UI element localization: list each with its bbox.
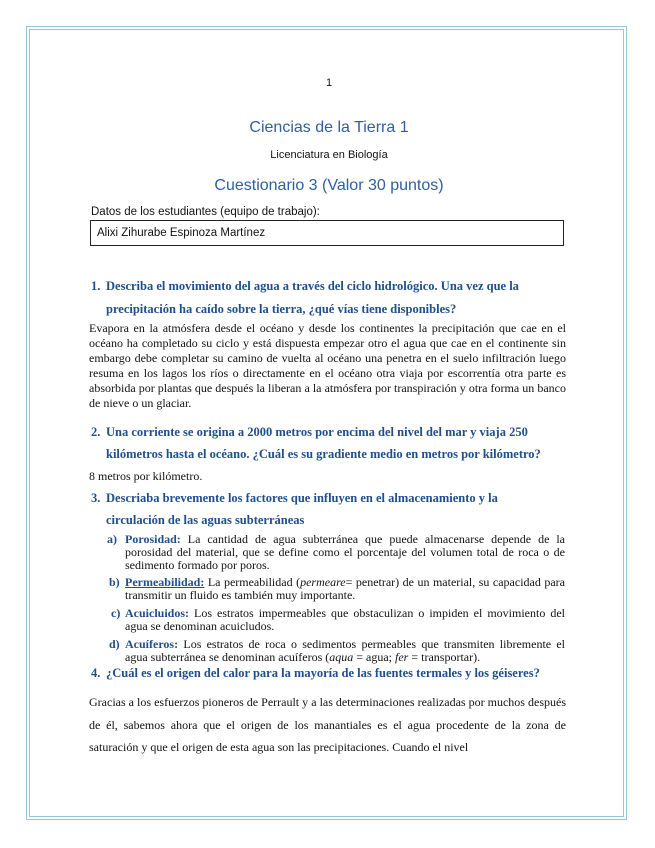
list-marker: a) [107,532,117,546]
course-title: Ciencias de la Tierra 1 [249,119,409,136]
list-marker: b) [109,575,120,589]
quiz-title: Cuestionario 3 (Valor 30 puntos) [214,177,444,194]
term-permeabilidad: Permeabilidad: [125,575,205,589]
students-label: Datos de los estudiantes (equipo de trabajo): [91,206,320,218]
student-name-box[interactable] [90,220,564,246]
answer-1: Evapora en la atmósfera desde el océano y desde los continentes la precipitación que cae en el océano ha completado su ciclo y está dispuesta empezar otro el agua que cae en el continente sin embargo debe completar su camino de vuelta al océano una penetra en el suelo infiltración luego resuma en los lagos los ríos o directamente en el océano otra viaja por escorrentía otra parte es absorbida por plantas que después la liberan a la atmósfera por transpiración y otra forma un banco de nieve o un glaciar. [89,321,566,410]
program-subtitle: Licenciatura en Biología [270,149,388,161]
page-number: 1 [325,77,333,89]
question-2-number: 2. [91,425,101,439]
question-3-number: 3. [91,491,101,505]
student-name: Alixi Zihurabe Espinoza Martínez [97,227,266,239]
term-porosidad: Porosidad: [125,532,181,546]
question-4-number: 4. [91,666,101,680]
list-marker: d) [109,637,120,651]
answer-2: 8 metros por kilómetro. [89,469,203,483]
question-1-number: 1. [91,279,101,293]
term-acuiferos: Acuíferos: [125,637,179,651]
term-acuicluidos: Acuicluidos: [125,606,190,620]
list-marker: c) [111,606,121,620]
answer-4: Gracias a los esfuerzos pioneros de Perrault y a las determinaciones realizadas por muchos después de él, sabemos ahora que el origen de los manantiales es el agua procedente de la zona de saturación y que el origen de esta agua son las precipitaciones. Cuando el nivel [89,695,566,754]
